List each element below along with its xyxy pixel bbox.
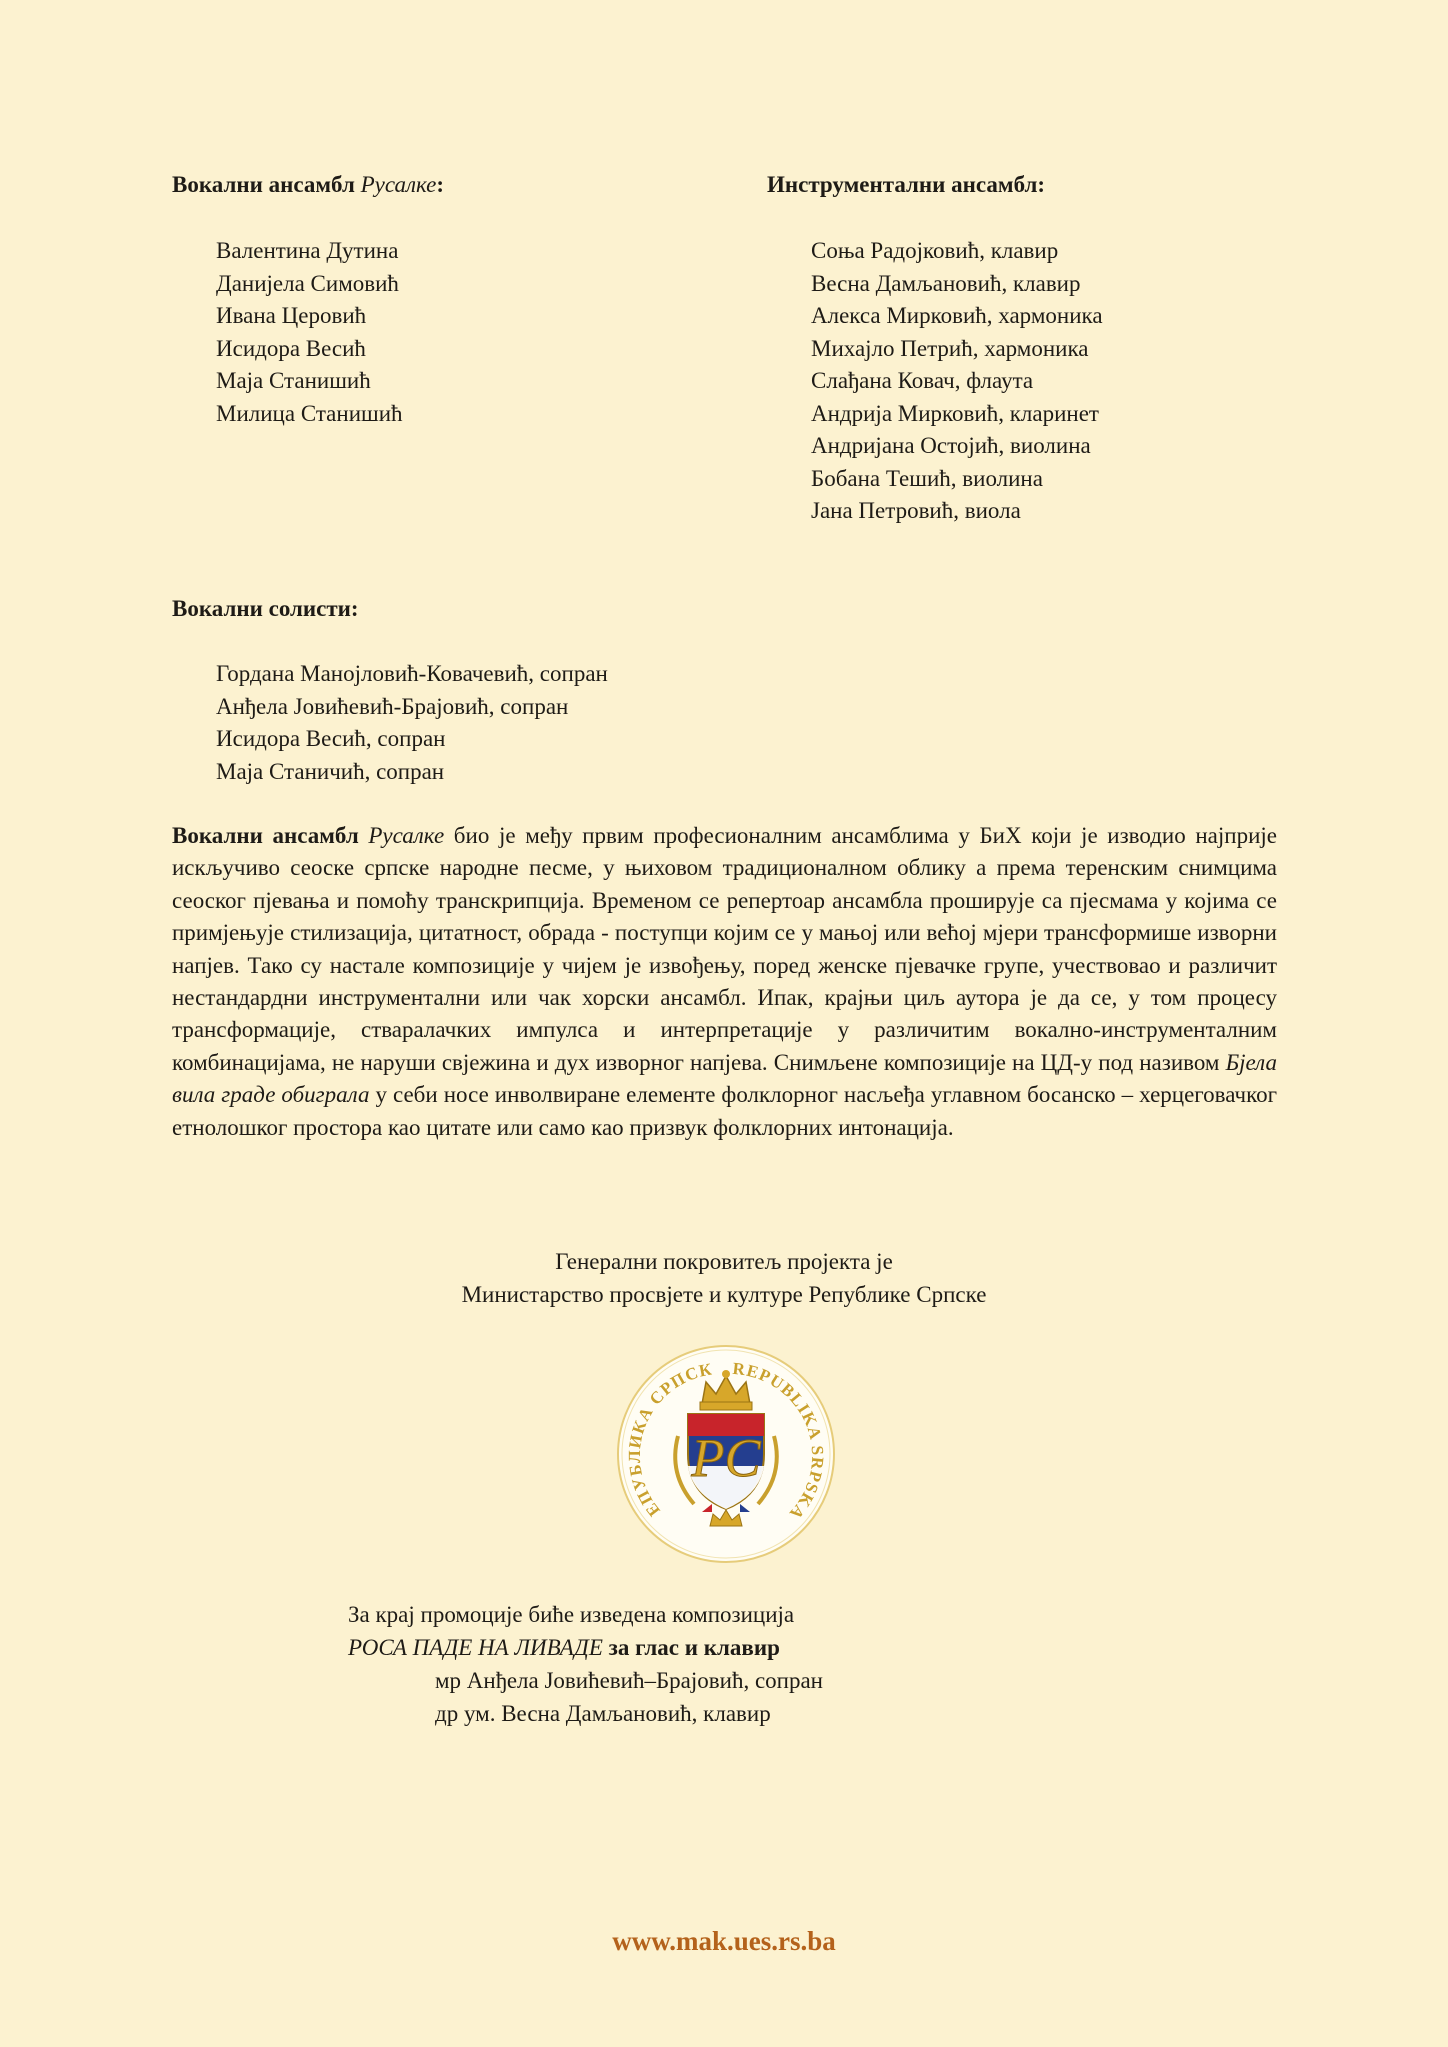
instrumental-ensemble-heading: Инструментални ансамбл: bbox=[767, 172, 1046, 197]
paragraph-text: био је међу првим професионалним ансамблима у БиХ који је изводио најприје искључиво сеоске српске народне песме, у њиховом традиционалном облику а према теренским снимцима сеоског пјевања и помоћу транскрипција. Временом се репертоар ансамбла проширује са пјесмама у којима се примјењује стилизација, цитатност, обрада - поступци којим се у мањој или већој мјери трансформише изворни напјев. Тако су настале композиције у чијем је извођењу, поред женске пјевачке групе, учествовао и различит нестандардни инструментални или чак хорски ансамбл. Ипак, крајњи циљ аутора је да се, у том процесу трансформације, стваралачких импулса и интерпретације у различитим вокално-инструменталним комбинацијама, не наруши свјежина и дух изворног напјева. Снимљене композиције на ЦД-у под називом bbox=[172, 823, 1277, 1075]
list-item: Слађана Ковач, флаута bbox=[811, 368, 1034, 393]
list-item: Весна Дамљановић, клавир bbox=[811, 270, 1081, 296]
emblem-monogram: РС bbox=[691, 1428, 761, 1488]
list-item: Исидора Весић bbox=[216, 335, 366, 361]
closing-line-2 bbox=[348, 1631, 780, 1664]
website-link[interactable]: www.mak.ues.rs.ba bbox=[612, 1926, 836, 1956]
list-item: Маја Станичић, сопран bbox=[216, 758, 445, 784]
list-item: Милица Станишић bbox=[216, 400, 403, 426]
paragraph-ensemble-name: Русалке bbox=[368, 823, 445, 848]
sponsor-block bbox=[0, 1245, 1448, 1311]
list-item: Гордана Манојловић-Ковачевић, сопран bbox=[216, 661, 608, 686]
closing-line-4: др ум. Весна Дамљановић, клавир bbox=[435, 1701, 771, 1726]
list-item: Ивана Церовић bbox=[216, 303, 367, 328]
instrumental-ensemble-list bbox=[811, 235, 1103, 528]
emblem-text-right: REPUBLIKA SRPSKA bbox=[731, 1358, 828, 1524]
vocal-soloists-heading: Вокални солисти: bbox=[172, 596, 359, 621]
list-item: Валентина Дутина bbox=[216, 238, 399, 263]
list-item: Јана Петровић, виола bbox=[811, 498, 1021, 523]
paragraph-lead: Вокални ансамбл bbox=[172, 823, 359, 848]
vocal-soloists-list bbox=[216, 658, 608, 788]
composition-title: РОСА ПАДЕ НА ЛИВАДЕ bbox=[348, 1635, 603, 1660]
list-item: Исидора Весић, сопран bbox=[216, 726, 446, 751]
vocal-ensemble-list bbox=[216, 235, 403, 430]
heading-prefix: Вокални ансамбл bbox=[172, 172, 355, 197]
list-item: Анђела Јовићевић-Брајовић, сопран bbox=[216, 693, 569, 719]
emblem-text-left: ЕПУБЛИКА СРПСК bbox=[624, 1359, 715, 1520]
ensemble-name: Русалке bbox=[360, 172, 437, 197]
cd-title: Бјела вила граде обиграла bbox=[172, 1049, 1277, 1108]
sponsor-line-2: Министарство просвјете и културе Републике Српске bbox=[461, 1282, 987, 1307]
description-paragraph bbox=[172, 820, 1277, 1144]
list-item: Андријана Остојић, виолина bbox=[811, 433, 1091, 458]
heading-suffix: : bbox=[436, 172, 445, 197]
closing-line-3: мр Анђела Јовићевић–Брајовић, сопран bbox=[435, 1668, 823, 1693]
list-item: Данијела Симовић bbox=[216, 270, 399, 296]
list-item: Михајло Петрић, хармоника bbox=[811, 335, 1089, 361]
republika-srpska-emblem-icon bbox=[616, 1344, 836, 1564]
closing-line-1: За крај промоције биће изведена композиција bbox=[348, 1602, 795, 1627]
list-item: Бобана Тешић, виолина bbox=[811, 465, 1043, 491]
vocal-ensemble-heading bbox=[172, 172, 444, 198]
list-item: Андрија Мирковић, кларинет bbox=[811, 400, 1099, 426]
sponsor-line-1: Генерални покровитељ пројекта је bbox=[555, 1249, 893, 1274]
list-item: Маја Станишић bbox=[216, 368, 371, 393]
list-item: Алекса Мирковић, хармоника bbox=[811, 303, 1103, 328]
list-item: Соња Радојковић, клавир bbox=[811, 238, 1059, 263]
composition-instrumentation: за глас и клавир bbox=[602, 1635, 780, 1660]
paragraph-text-end: у себи носе инволвиране елементе фолклорног насљеђа углавном босанско – херцеговачког етнолошког простора као цитате или само као призвук фолклорних интонација. bbox=[172, 1082, 1278, 1140]
